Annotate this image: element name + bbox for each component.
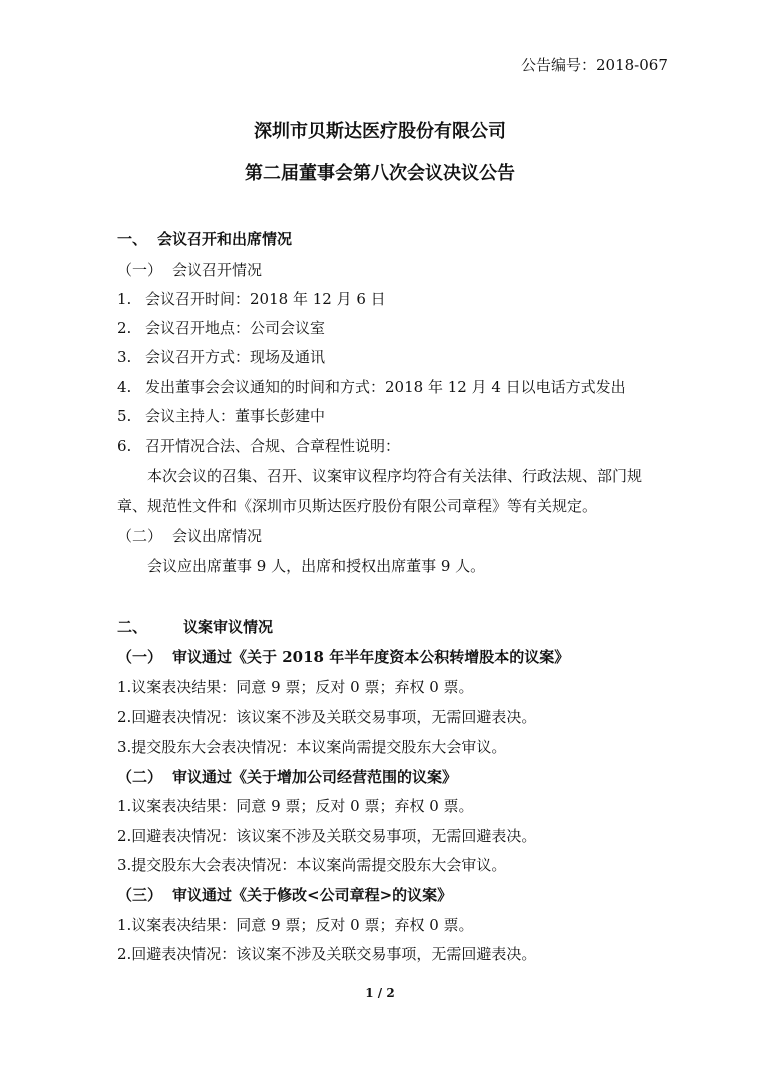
compliance-paragraph-line-1: 本次会议的召集、召开、议案审议程序均符合有关法律、行政法规、部门规 bbox=[147, 467, 643, 485]
motion-title: 审议通过《关于增加公司经营范围的议案》 bbox=[172, 768, 458, 786]
list-item-text: 会议召开时间：2018 年 12 月 6 日 bbox=[145, 290, 386, 308]
motion-result-line: 2.回避表决情况：该议案不涉及关联交易事项，无需回避表决。 bbox=[117, 708, 537, 726]
subsection-1-heading bbox=[117, 260, 262, 280]
motion-number: （二） bbox=[117, 768, 163, 786]
list-item-text: 发出董事会会议通知的时间和方式：2018 年 12 月 4 日以电话方式发出 bbox=[145, 378, 626, 396]
motion-heading bbox=[117, 767, 457, 787]
list-item bbox=[117, 347, 325, 367]
motion-result-line: 1.议案表决结果：同意 9 票；反对 0 票；弃权 0 票。 bbox=[117, 678, 474, 696]
motion-result-line: 3.提交股东大会表决情况：本议案尚需提交股东大会审议。 bbox=[117, 856, 507, 874]
section-2-number: 二、 bbox=[117, 618, 148, 636]
motion-result-line: 2.回避表决情况：该议案不涉及关联交易事项，无需回避表决。 bbox=[117, 945, 537, 963]
subsection-2-number: （二） bbox=[117, 527, 163, 545]
motion-result-line: 3.提交股东大会表决情况：本议案尚需提交股东大会审议。 bbox=[117, 738, 507, 756]
motion-heading bbox=[117, 885, 452, 905]
motion-title: 审议通过《关于 2018 年半年度资本公积转增股本的议案》 bbox=[172, 648, 570, 666]
motion-heading bbox=[117, 647, 569, 667]
motion-result-line: 2.回避表决情况：该议案不涉及关联交易事项，无需回避表决。 bbox=[117, 827, 537, 845]
section-1-number: 一、 bbox=[117, 230, 148, 248]
list-item-number: 6. bbox=[117, 437, 132, 455]
company-title: 深圳市贝斯达医疗股份有限公司 bbox=[254, 121, 506, 142]
list-item bbox=[117, 318, 325, 338]
list-item-text: 会议召开地点：公司会议室 bbox=[145, 319, 326, 337]
list-item-number: 4. bbox=[117, 378, 132, 396]
subsection-2-title: 会议出席情况 bbox=[172, 527, 263, 545]
list-item-number: 2. bbox=[117, 319, 132, 337]
motion-title: 审议通过《关于修改<公司章程>的议案》 bbox=[172, 886, 453, 904]
list-item-number: 5. bbox=[117, 407, 132, 425]
list-item-text: 会议主持人：董事长彭建中 bbox=[145, 407, 326, 425]
motion-number: （三） bbox=[117, 886, 163, 904]
list-item bbox=[117, 406, 325, 426]
motion-result-line: 1.议案表决结果：同意 9 票；反对 0 票；弃权 0 票。 bbox=[117, 916, 474, 934]
section-1-heading bbox=[117, 229, 292, 249]
subsection-1-number: （一） bbox=[117, 261, 163, 279]
section-1-title: 会议召开和出席情况 bbox=[157, 230, 293, 248]
motion-result-line: 1.议案表决结果：同意 9 票；反对 0 票；弃权 0 票。 bbox=[117, 797, 474, 815]
list-item bbox=[117, 289, 386, 309]
list-item-number: 3. bbox=[117, 348, 132, 366]
list-item-text: 会议召开方式：现场及通讯 bbox=[145, 348, 326, 366]
compliance-paragraph-line-2: 章、规范性文件和《深圳市贝斯达医疗股份有限公司章程》等有关规定。 bbox=[117, 497, 598, 515]
attendance-paragraph: 会议应出席董事 9 人，出席和授权出席董事 9 人。 bbox=[147, 557, 486, 575]
motion-number: （一） bbox=[117, 648, 163, 666]
list-item-number: 1. bbox=[117, 290, 132, 308]
list-item bbox=[117, 436, 400, 456]
section-2-title: 议案审议情况 bbox=[183, 618, 274, 636]
subsection-2-heading bbox=[117, 526, 262, 546]
announcement-title: 第二届董事会第八次会议决议公告 bbox=[245, 163, 515, 184]
subsection-1-title: 会议召开情况 bbox=[172, 261, 263, 279]
page-number: 1 / 2 bbox=[365, 986, 395, 1000]
section-2-heading bbox=[117, 617, 273, 637]
list-item-text: 召开情况合法、合规、合章程性说明： bbox=[145, 437, 401, 455]
list-item bbox=[117, 377, 626, 397]
announcement-number: 公告编号：2018-067 bbox=[521, 56, 668, 74]
